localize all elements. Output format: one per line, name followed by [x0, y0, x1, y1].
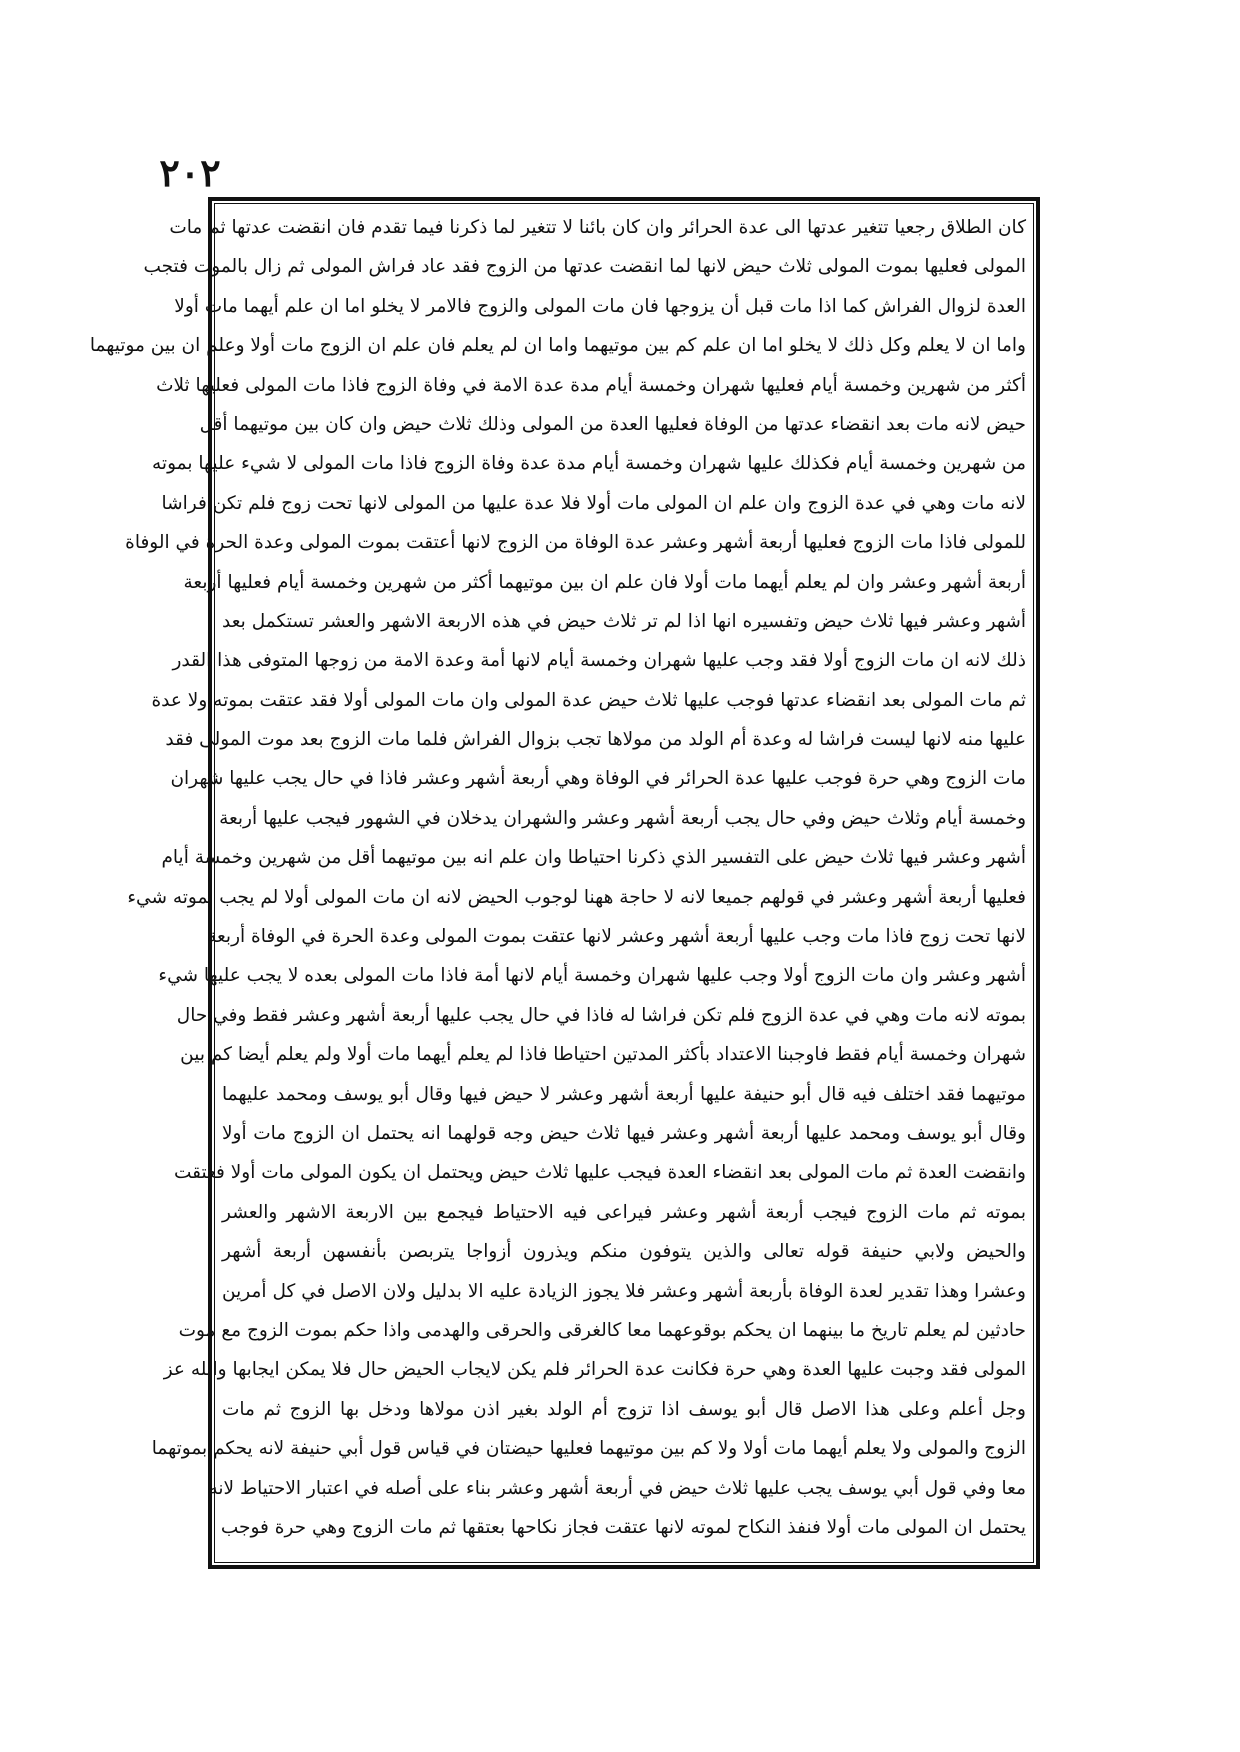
- text-line: وقال أبو يوسف ومحمد عليها أربعة أشهر وعشر فيها ثلاث حيض وجه قولهما انه يحتمل ان الزوج مات أولا: [222, 1122, 1026, 1144]
- page-number: ٢٠٢: [159, 150, 221, 195]
- text-line: واما ان لا يعلم وكل ذلك لا يخلو اما ان علم كم بين موتيهما واما ان لم يعلم فان علم ان الزوج مات أولا وعلم ان بين موتيهما: [89, 335, 1026, 357]
- text-line: لانها تحت زوج فاذا مات وجب عليها أربعة أشهر وعشر لانها عتقت بموت المولى وعدة الحرة في الوفاة أربعة: [207, 926, 1026, 948]
- text-line: أشهر وعشر وان مات الزوج أولا وجب عليها شهران وخمسة أيام لانها أمة فاذا مات المولى بعده لا يجب عليها شيء: [158, 965, 1026, 987]
- text-line: كان الطلاق رجعيا تتغير عدتها الى عدة الحرائر وان كان بائنا لا تتغير لما ذكرنا فيما تقدم فان انقضت عدتها ثم مات: [169, 217, 1026, 238]
- text-line: وخمسة أيام وثلاث حيض وفي حال يجب أربعة أشهر وعشر والشهران يدخلان في الشهور فيجب عليها أربعة: [219, 807, 1026, 829]
- text-line: المولى فعليها بموت المولى ثلاث حيض لانها لما انقضت عدتها من الزوج فقد عاد فراش المولى ثم زال بالموت فتجب: [143, 256, 1026, 278]
- text-line: العدة لزوال الفراش كما اذا مات قبل أن يزوجها فان مات المولى والزوج فالامر لا يخلو اما ان علم أيهما مات أولا: [174, 295, 1026, 317]
- text-line: موتيهما فقد اختلف فيه قال أبو حنيفة عليها أربعة أشهر وعشر لا حيض فيها وقال أبو يوسف ومحمد عليهما: [222, 1083, 1026, 1105]
- text-line: أشهر وعشر فيها ثلاث حيض وتفسيره انها اذا لم تر ثلاث حيض في هذه الاربعة الاشهر والعشر تستكمل بعد: [222, 610, 1026, 632]
- text-line: والحيض ولابي حنيفة قوله تعالى والذين يتوفون منكم ويذرون أزواجا يتربصن بأنفسهن أربعة أشهر: [222, 1241, 1026, 1263]
- text-line: المولى فقد وجبت عليها العدة وهي حرة فكانت عدة الحرائر فلم يكن لايجاب الحيض حال فلا يمكن ايجابها والله عز: [163, 1359, 1026, 1381]
- text-line: مات الزوج وهي حرة فوجب عليها عدة الحرائر في الوفاة وهي أربعة أشهر وعشر فاذا في حال يجب عليها شهران: [170, 768, 1026, 790]
- text-line: وجل أعلم وعلى هذا الاصل قال أبو يوسف اذا تزوج أم الولد بغير اذن مولاها ودخل بها الزوج ثم مات: [222, 1398, 1026, 1420]
- text-line: فعليها أربعة أشهر وعشر في قولهم جميعا لانه لا حاجة ههنا لوجوب الحيض لانه ان مات المولى أولا لم يجب بموته شيء: [127, 886, 1026, 908]
- text-line: وانقضت العدة ثم مات المولى بعد انقضاء العدة فيجب عليها ثلاث حيض ويحتمل ان يكون المولى مات أولا فعتقت: [174, 1162, 1026, 1184]
- text-line: عليها منه لانها ليست فراشا له وعدة أم الولد من مولاها تجب بزوال الفراش فلما مات الزوج بعد موت المولى فقد: [165, 729, 1026, 751]
- text-line: يحتمل ان المولى مات أولا فنفذ النكاح لموته لانها عتقت فجاز نكاحها بعتقها ثم مات الزوج وهي حرة فوجب: [220, 1516, 1026, 1538]
- text-line: للمولى فاذا مات الزوج فعليها أربعة أشهر وعشر عدة الوفاة من الزوج لانها أعتقت بموت المولى وعدة الحرة في الوفاة: [125, 532, 1026, 554]
- text-line: وعشرا وهذا تقدير لعدة الوفاة بأربعة أشهر وعشر فلا يجوز الزيادة عليه الا بدليل ولان الاصل في كل أمرين: [222, 1280, 1026, 1302]
- text-line: ذلك لانه ان مات الزوج أولا فقد وجب عليها شهران وخمسة أيام لانها أمة وعدة الامة من زوجها المتوفى هذا القدر: [172, 650, 1026, 672]
- text-line: حيض لانه مات بعد انقضاء عدتها من الوفاة فعليها العدة من المولى وذلك ثلاث حيض وان كان بين موتيهما أقل: [199, 413, 1026, 435]
- text-line: بموته لانه مات وهي في عدة الزوج فلم تكن فراشا له فاذا في حال يجب عليها أربعة أشهر وعشر فقط وفي حال: [176, 1004, 1026, 1026]
- text-line: معا وفي قول أبي يوسف يجب عليها ثلاث حيض في أربعة أشهر وعشر بناء على أصله في اعتبار الاحتياط لانه: [208, 1477, 1026, 1499]
- text-line: أكثر من شهرين وخمسة أيام فعليها شهران وخمسة أيام مدة عدة الامة في وفاة الزوج فاذا مات المولى فعليها ثلاث: [156, 374, 1026, 396]
- text-line: ثم مات المولى بعد انقضاء عدتها فوجب عليها ثلاث حيض عدة المولى وان مات المولى أولا فقد عتقت بموته ولا عدة: [151, 689, 1026, 711]
- text-line: أربعة أشهر وعشر وان لم يعلم أيهما مات أولا فان علم ان بين موتيهما أكثر من شهرين وخمسة أيام فعليها أربعة: [183, 571, 1026, 593]
- text-line: الزوج والمولى ولا يعلم أيهما مات أولا ولا كم بين موتيهما فعليها حيضتان في قياس قول أبي حنيفة لانه يحكم بموتهما: [151, 1438, 1026, 1460]
- text-body: [89, 208, 1026, 1547]
- text-line: حادثين لم يعلم تاريخ ما بينهما ان يحكم بوقوعهما معا كالغرقى والحرقى والهدمى واذا حكم بموت الزوج مع موت: [178, 1319, 1026, 1341]
- text-line: من شهرين وخمسة أيام فكذلك عليها شهران وخمسة أيام مدة عدة وفاة الزوج فاذا مات المولى لا شيء عليها بموته: [152, 453, 1026, 475]
- text-line: بموته ثم مات الزوج فيجب أربعة أشهر وعشر فيراعى فيه الاحتياط فيجمع بين الاربعة الاشهر والعشر: [222, 1201, 1026, 1223]
- text-line: أشهر وعشر فيها ثلاث حيض على التفسير الذي ذكرنا احتياطا وان علم انه بين موتيهما أقل من شهرين وخمسة أيام: [161, 847, 1026, 869]
- text-line: شهران وخمسة أيام فقط فاوجبنا الاعتداد بأكثر المدتين احتياطا فاذا لم يعلم أيهما مات أولا ولم يعلم أيضا كم بين: [180, 1044, 1026, 1066]
- text-line: لانه مات وهي في عدة الزوج وان علم ان المولى مات أولا فلا عدة عليها من المولى لانها تحت زوج فلم تكن فراشا: [161, 492, 1026, 514]
